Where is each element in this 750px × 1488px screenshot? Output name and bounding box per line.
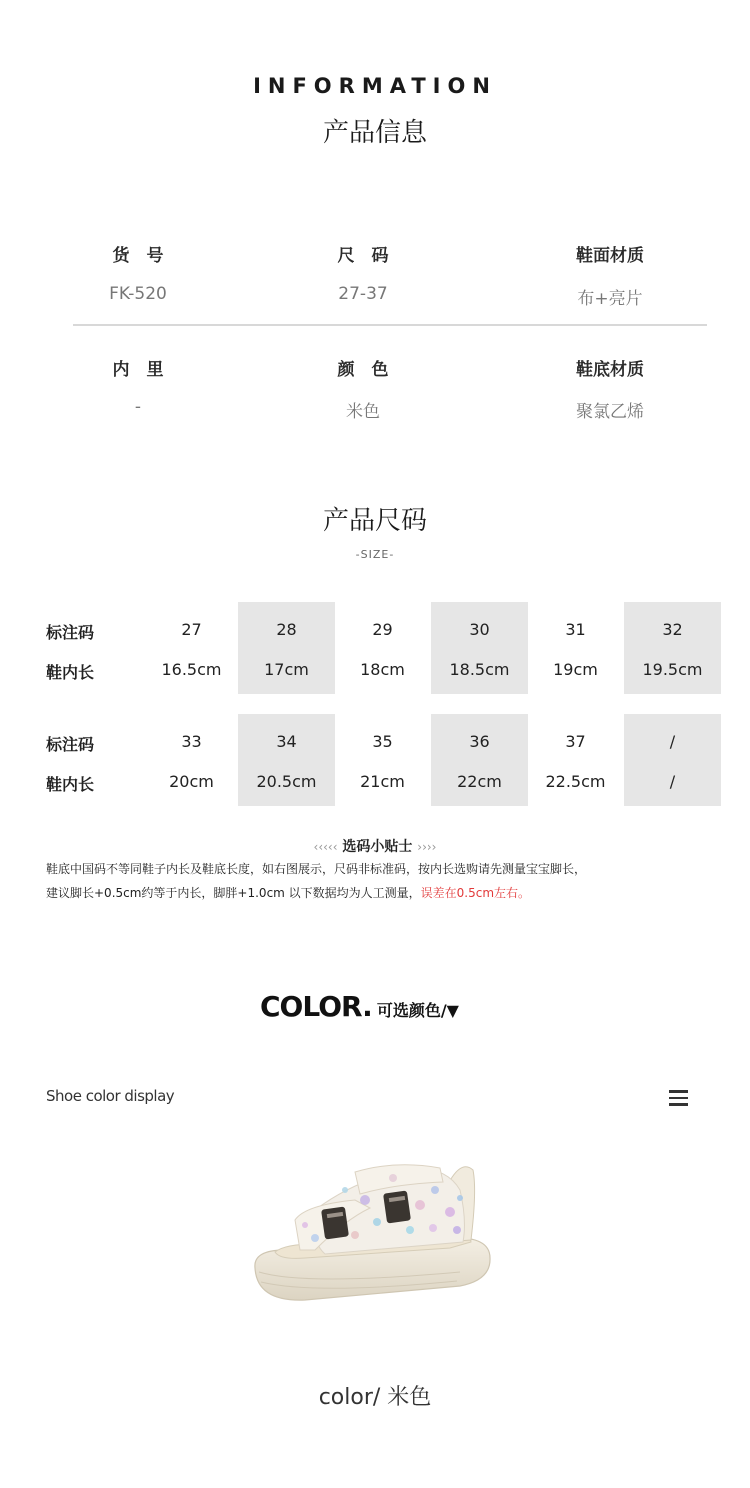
field-label-sole: 鞋底材质 [576,360,644,380]
sandal-icon [245,1150,505,1310]
size-column [431,602,528,694]
size-code: 29 [372,620,393,639]
info-grid [0,236,750,436]
color-heading-cn: 可选颜色/▼ [376,1001,459,1020]
size-length: 17cm [264,660,309,679]
size-column [527,602,624,694]
size-code: / [669,732,676,751]
size-length: 19.5cm [642,660,703,679]
color-heading-en: COLOR. [260,990,372,1023]
size-code: 32 [662,620,683,639]
size-code: 33 [181,732,202,751]
field-label-item-no: 货 号 [112,246,164,266]
shoe-product-image [245,1150,505,1310]
size-length: 21cm [360,772,405,791]
field-value-size: 27-37 [338,284,388,304]
row-label-length: 鞋内长 [46,775,95,794]
field-label-lining: 内 里 [112,360,164,380]
size-code: 27 [181,620,202,639]
size-title-cn: 产品尺码 [322,506,427,536]
size-length: 16.5cm [161,660,222,679]
size-table-1 [30,602,730,694]
arrows-right-icon: ›››› [417,840,437,854]
tips-line-2-text: 建议脚长+0.5cm约等于内长，脚胖+1.0cm 以下数据均为人工测量， [46,886,421,900]
size-length: 22.5cm [545,772,606,791]
field-label-size: 尺 码 [337,246,389,266]
size-length: 20.5cm [256,772,317,791]
size-code: 36 [469,732,490,751]
size-code: 37 [565,732,586,751]
size-code: 35 [372,732,393,751]
size-length: 18cm [360,660,405,679]
size-length: 22cm [457,772,502,791]
size-column [334,714,431,806]
shoe-color-display-label: Shoe color display [46,1087,175,1105]
tips-line-1: 鞋底中国码不等同鞋子内长及鞋底长度，如右图展示，尺码非标准码，按内长选购请先测量宝宝脚长， [46,862,587,876]
size-column [624,602,721,694]
size-column [334,602,431,694]
size-code: 34 [276,732,297,751]
size-code: 31 [565,620,586,639]
row-label-length: 鞋内长 [46,663,95,682]
arrows-left-icon: ‹‹‹‹‹ [313,840,338,854]
size-table-2 [30,714,730,806]
info-title-en: INFORMATION [253,74,497,98]
tips-error-note: 误差在0.5cm左右。 [420,886,531,900]
row-label-code: 标注码 [46,735,95,754]
tips-title-text: 选码小贴士 [342,839,413,855]
size-column [143,602,240,694]
size-length: 18.5cm [449,660,510,679]
color-caption: color/ 米色 [318,1385,432,1410]
size-code: 28 [276,620,297,639]
row-label-code: 标注码 [46,623,95,642]
size-column [431,714,528,806]
field-value-lining: - [134,397,142,417]
size-length: 20cm [169,772,214,791]
field-label-color: 颜 色 [337,360,389,380]
size-column [527,714,624,806]
info-title-cn: 产品信息 [322,118,427,148]
color-heading [260,990,459,1023]
size-column [624,714,721,806]
field-value-color: 米色 [346,402,380,422]
field-value-sole: 聚氯乙烯 [576,402,644,422]
tips-line-2 [46,884,716,901]
tips-title [0,836,750,856]
field-value-upper: 布+亮片 [577,289,643,309]
size-column [238,714,335,806]
field-value-item-no: FK-520 [109,284,167,304]
size-length: / [669,772,676,791]
size-column [143,714,240,806]
size-code: 30 [469,620,490,639]
field-label-upper: 鞋面材质 [576,246,644,266]
size-subtitle: -SIZE- [355,548,395,561]
size-column [238,602,335,694]
size-length: 19cm [553,660,598,679]
info-divider [73,324,707,326]
hamburger-menu-icon[interactable] [669,1090,688,1106]
